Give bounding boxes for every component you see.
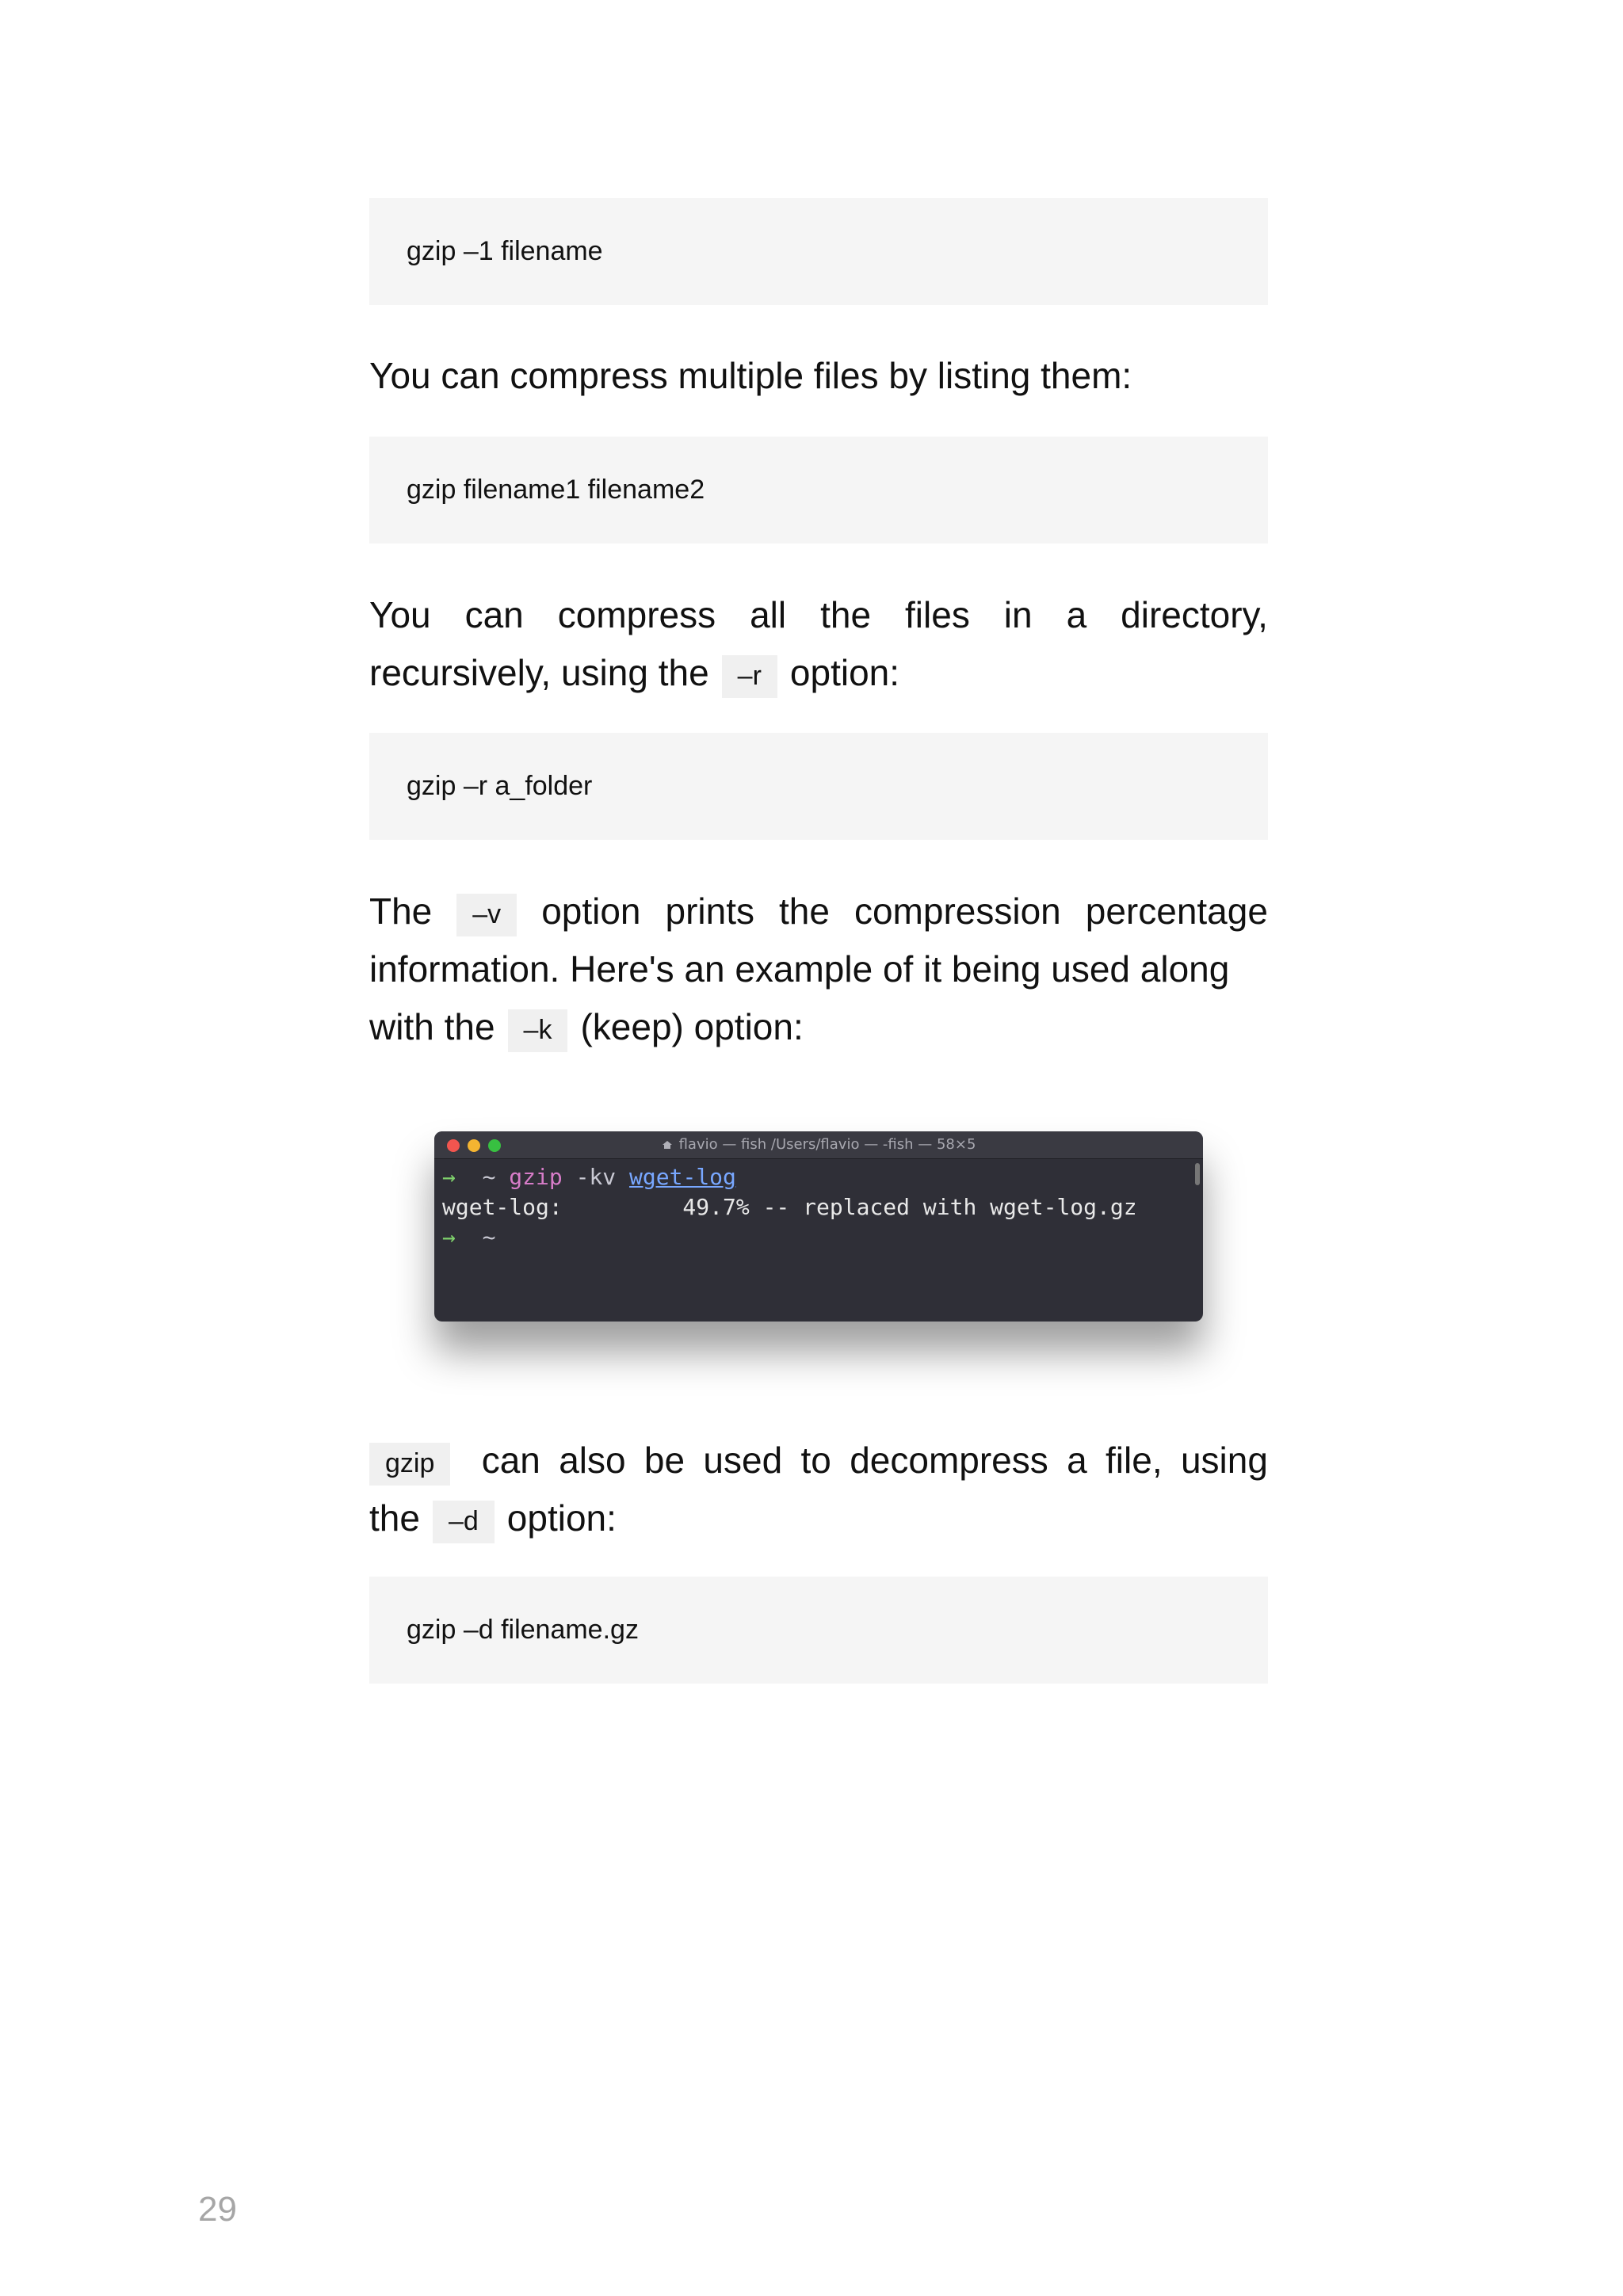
word: prints bbox=[665, 891, 755, 932]
code-block-3 bbox=[369, 733, 1268, 840]
terminal-window bbox=[434, 1131, 1203, 1322]
word: in bbox=[1003, 594, 1033, 635]
command-file-arg: wget-log bbox=[629, 1164, 736, 1190]
code-block-2 bbox=[369, 437, 1268, 543]
word: compression bbox=[854, 891, 1061, 932]
word: using bbox=[1180, 1440, 1268, 1481]
text-run: recursively, using the bbox=[369, 652, 709, 693]
terminal-line bbox=[442, 1222, 1195, 1253]
paragraph-line bbox=[369, 998, 1268, 1056]
page-number: 29 bbox=[198, 2190, 237, 2229]
inline-code-k: –k bbox=[508, 1009, 568, 1052]
code-block-1 bbox=[369, 198, 1268, 305]
terminal-titlebar bbox=[434, 1131, 1203, 1159]
word: to bbox=[800, 1440, 831, 1481]
terminal-scrollbar bbox=[1195, 1163, 1200, 1185]
paragraph-line bbox=[369, 1432, 1268, 1489]
home-icon bbox=[662, 1140, 673, 1150]
word: also bbox=[559, 1440, 626, 1481]
word: used bbox=[703, 1440, 783, 1481]
word: percentage bbox=[1085, 891, 1268, 932]
inline-code-r: –r bbox=[722, 655, 777, 698]
word: the bbox=[779, 891, 830, 932]
paragraph-line bbox=[369, 883, 1268, 940]
inline-code-v: –v bbox=[456, 894, 517, 936]
paragraph-multiple-files bbox=[369, 347, 1268, 405]
terminal-line bbox=[442, 1162, 1195, 1192]
word: The bbox=[369, 891, 433, 932]
word: directory, bbox=[1121, 594, 1268, 635]
paragraph-line bbox=[369, 1489, 1268, 1547]
text-run: option: bbox=[789, 652, 900, 693]
terminal-line: wget-log: 49.7% -- replaced with wget-log.gz bbox=[442, 1194, 1137, 1220]
word: a bbox=[1067, 1440, 1087, 1481]
text-run: information. Here's an example of it being used along bbox=[369, 948, 1230, 990]
code-text: gzip filename1 filename2 bbox=[407, 475, 705, 505]
text-run: (keep) option: bbox=[580, 1006, 804, 1047]
paragraph-text: You can compress multiple files by listing them: bbox=[369, 355, 1132, 396]
text-run: option: bbox=[506, 1497, 617, 1539]
word: decompress bbox=[850, 1440, 1048, 1481]
code-text: gzip –d filename.gz bbox=[407, 1615, 639, 1645]
code-block-4 bbox=[369, 1577, 1268, 1684]
prompt-arrow: → bbox=[442, 1224, 456, 1250]
prompt-tilde: ~ bbox=[482, 1224, 496, 1250]
inline-code-d: –d bbox=[433, 1501, 495, 1543]
word: files bbox=[905, 594, 970, 635]
text-run: the bbox=[369, 1497, 420, 1539]
command-flags: -kv bbox=[575, 1164, 617, 1190]
prompt-tilde: ~ bbox=[482, 1164, 496, 1190]
word: option bbox=[541, 891, 641, 932]
paragraph-line bbox=[369, 940, 1268, 998]
word: a bbox=[1066, 594, 1087, 635]
prompt-arrow: → bbox=[442, 1164, 456, 1190]
inline-code-gzip: gzip bbox=[369, 1443, 450, 1486]
code-text: gzip –1 filename bbox=[407, 236, 603, 266]
word: file, bbox=[1106, 1440, 1163, 1481]
paragraph-recursive bbox=[369, 586, 1268, 702]
word: the bbox=[820, 594, 872, 635]
command-name: gzip bbox=[509, 1164, 563, 1190]
terminal-screenshot bbox=[412, 1116, 1228, 1361]
word: all bbox=[750, 594, 787, 635]
terminal-title: flavio — fish /Users/flavio — -fish — 58×5 bbox=[678, 1136, 976, 1153]
word: can bbox=[464, 594, 524, 635]
terminal-output bbox=[434, 1159, 1203, 1256]
paragraph-line bbox=[369, 644, 1268, 702]
paragraph-decompress bbox=[369, 1432, 1268, 1547]
code-text: gzip –r a_folder bbox=[407, 771, 593, 801]
word: You bbox=[369, 594, 431, 635]
word: can bbox=[481, 1440, 540, 1481]
paragraph-line bbox=[369, 586, 1268, 644]
word: compress bbox=[557, 594, 716, 635]
word: be bbox=[643, 1440, 685, 1481]
text-run: with the bbox=[369, 1006, 495, 1047]
paragraph-verbose-option bbox=[369, 883, 1268, 1056]
